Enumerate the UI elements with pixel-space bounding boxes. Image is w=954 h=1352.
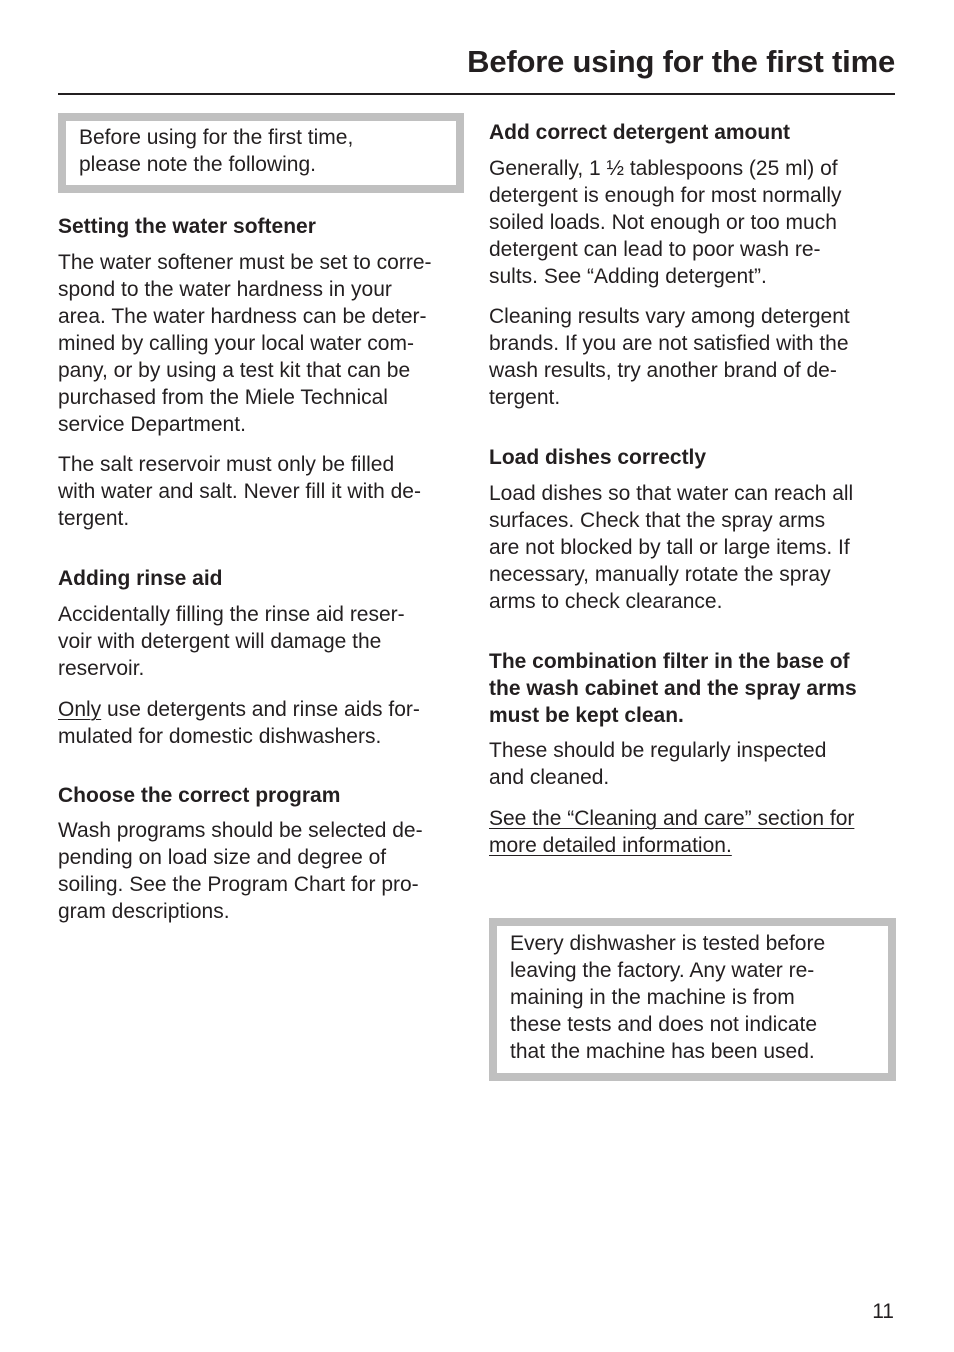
detergent-heading: Add correct detergent amount	[489, 121, 791, 144]
text-line: purchased from the Miele Technical	[58, 386, 388, 409]
underlined-text: more detailed information.	[489, 834, 732, 857]
program-paragraph	[58, 817, 466, 925]
note-line: these tests and does not indicate	[510, 1013, 818, 1036]
heading-line: The combination filter in the base of	[489, 650, 850, 673]
text-line: reservoir.	[58, 657, 145, 680]
factory-test-note-box	[489, 918, 896, 1081]
text-line: tergent.	[489, 386, 561, 409]
text-line: gram descriptions.	[58, 900, 230, 923]
note-line: Every dishwasher is tested before	[510, 932, 826, 955]
text-line: voir with detergent will damage the	[58, 630, 382, 653]
note-line: maining in the machine is from	[510, 986, 795, 1009]
text-line: brands. If you are not satisfied with the	[489, 332, 849, 355]
note-line: that the machine has been used.	[510, 1040, 815, 1063]
text-line: Cleaning results vary among detergent	[489, 305, 850, 328]
heading-line: must be kept clean.	[489, 704, 684, 727]
note-line: leaving the factory. Any water re-	[510, 959, 815, 982]
salt-reservoir-paragraph	[58, 451, 466, 532]
text-line: Generally, 1 ½ tablespoons (25 ml) of	[489, 157, 838, 180]
text-line: mulated for domestic dishwashers.	[58, 725, 382, 748]
water-softener-heading: Setting the water softener	[58, 215, 316, 238]
text-line: soiled loads. Not enough or too much	[489, 211, 837, 234]
text-line: are not blocked by tall or large items. If	[489, 536, 850, 559]
detergent-usage-paragraph	[58, 696, 466, 750]
text-line: arms to check clearance.	[489, 590, 723, 613]
load-dishes-paragraph	[489, 480, 894, 615]
text-line: tergent.	[58, 507, 130, 530]
text-line: area. The water hardness can be deter-	[58, 305, 427, 328]
text-line: detergent is enough for most normally	[489, 184, 842, 207]
text-line	[489, 832, 894, 859]
text-line: The water softener must be set to corre-	[58, 251, 432, 274]
note-line: please note the following.	[79, 153, 316, 176]
text-line	[489, 805, 894, 832]
text-line: service Department.	[58, 413, 246, 436]
text-line: pending on load size and degree of	[58, 846, 387, 869]
intro-note-box	[58, 113, 464, 193]
text-line: spond to the water hardness in your	[58, 278, 392, 301]
page-title: Before using for the first time	[467, 44, 895, 79]
text-line	[58, 696, 466, 723]
left-column	[58, 113, 466, 925]
heading-line: the wash cabinet and the spray arms	[489, 677, 857, 700]
text-line: and cleaned.	[489, 766, 610, 789]
detergent-paragraph	[489, 155, 894, 290]
program-heading: Choose the correct program	[58, 784, 341, 807]
right-column	[489, 113, 897, 1081]
underlined-text: See the “Cleaning and care” section for	[489, 807, 855, 830]
text-line: mined by calling your local water com-	[58, 332, 414, 355]
text-line: Load dishes so that water can reach all	[489, 482, 854, 505]
filter-paragraph	[489, 737, 894, 791]
rinse-aid-paragraph	[58, 601, 466, 682]
load-dishes-heading: Load dishes correctly	[489, 446, 707, 469]
title-rule	[58, 93, 895, 95]
text-line: with water and salt. Never fill it with de-	[58, 480, 421, 503]
water-softener-paragraph	[58, 249, 466, 438]
text-line: sults. See “Adding detergent”.	[489, 265, 767, 288]
text-line: Wash programs should be selected de-	[58, 819, 423, 842]
text-line: detergent can lead to poor wash re-	[489, 238, 821, 261]
note-line: Before using for the first time,	[79, 126, 354, 149]
only-emphasis: Only	[58, 698, 102, 721]
text-line: soiling. See the Program Chart for pro-	[58, 873, 419, 896]
text-line: The salt reservoir must only be filled	[58, 453, 395, 476]
rinse-aid-heading: Adding rinse aid	[58, 567, 223, 590]
text-line: Accidentally filling the rinse aid reser-	[58, 603, 405, 626]
page-number: 11	[872, 1300, 894, 1323]
detergent-brands-paragraph	[489, 303, 894, 411]
text-line: These should be regularly inspected	[489, 739, 827, 762]
text-fragment: use detergents and rinse aids for-	[101, 698, 420, 721]
text-line: necessary, manually rotate the spray	[489, 563, 831, 586]
text-line: wash results, try another brand of de-	[489, 359, 837, 382]
text-line: surfaces. Check that the spray arms	[489, 509, 826, 532]
cleaning-care-reference	[489, 805, 894, 859]
filter-heading	[489, 648, 894, 729]
text-line: pany, or by using a test kit that can be	[58, 359, 411, 382]
